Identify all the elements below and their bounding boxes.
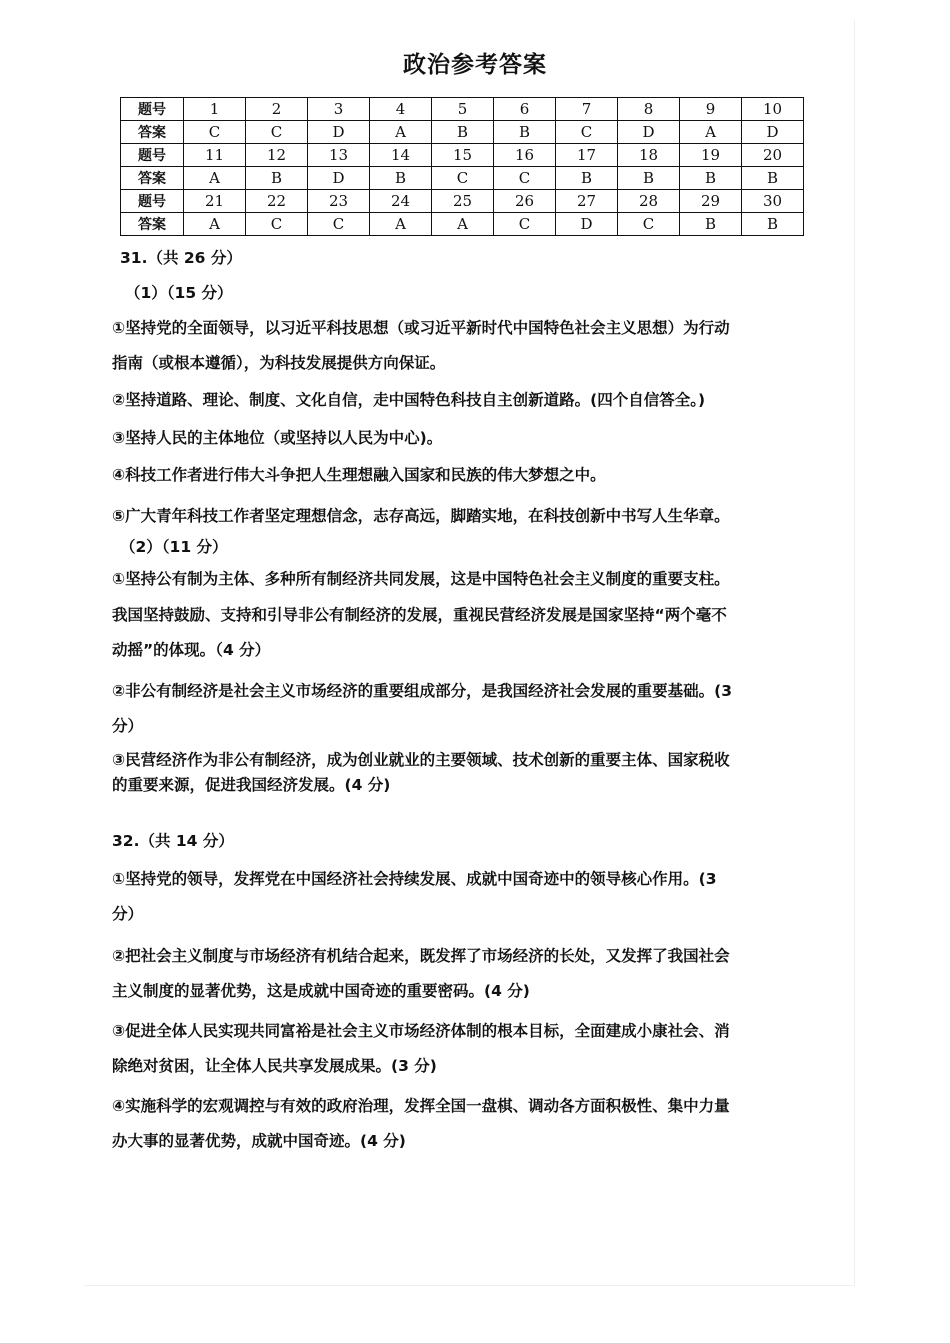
table-cell: 4 <box>370 98 432 121</box>
table-cell: 29 <box>680 190 742 213</box>
table-cell: 12 <box>246 144 308 167</box>
text-line: 32.（共 14 分） <box>112 832 234 850</box>
text-line: （2）（11 分） <box>120 538 228 556</box>
table-cell: A <box>370 121 432 144</box>
table-cell: C <box>184 121 246 144</box>
table-cell: B <box>556 167 618 190</box>
table-cell: 3 <box>308 98 370 121</box>
table-cell: 8 <box>618 98 680 121</box>
table-cell: C <box>308 213 370 236</box>
table-cell: C <box>494 213 556 236</box>
text-line: ①坚持公有制为主体、多种所有制经济共同发展，这是中国特色社会主义制度的重要支柱。 <box>112 570 730 588</box>
table-cell: 17 <box>556 144 618 167</box>
table-cell: 2 <box>246 98 308 121</box>
table-cell: B <box>742 213 804 236</box>
table-row <box>121 144 804 167</box>
table-cell: 19 <box>680 144 742 167</box>
table-cell: A <box>184 167 246 190</box>
text-line: 除绝对贫困，让全体人民共享发展成果。(3 分) <box>112 1057 437 1075</box>
table-row <box>121 167 804 190</box>
row-label: 答案 <box>121 167 184 190</box>
table-cell: B <box>432 121 494 144</box>
table-cell: 22 <box>246 190 308 213</box>
text-line: ②把社会主义制度与市场经济有机结合起来，既发挥了市场经济的长处，又发挥了我国社会 <box>112 947 730 965</box>
table-cell: B <box>680 213 742 236</box>
table-cell: 26 <box>494 190 556 213</box>
table-cell: 30 <box>742 190 804 213</box>
table-cell: 11 <box>184 144 246 167</box>
text-line: ③促进全体人民实现共同富裕是社会主义市场经济体制的根本目标，全面建成小康社会、消 <box>112 1022 730 1040</box>
text-line: 主义制度的显著优势，这是成就中国奇迹的重要密码。(4 分) <box>112 982 530 1000</box>
text-line: ④实施科学的宏观调控与有效的政府治理，发挥全国一盘棋、调动各方面积极性、集中力量 <box>112 1097 730 1115</box>
text-line: 31.（共 26 分） <box>120 249 242 267</box>
text-line: 办大事的显著优势，成就中国奇迹。(4 分) <box>112 1132 406 1150</box>
table-cell: A <box>680 121 742 144</box>
table-cell: 15 <box>432 144 494 167</box>
table-cell: 5 <box>432 98 494 121</box>
text-line: ①坚持党的全面领导，以习近平科技思想（或习近平新时代中国特色社会主义思想）为行动 <box>112 319 730 337</box>
text-line: ④科技工作者进行伟大斗争把人生理想融入国家和民族的伟大梦想之中。 <box>112 466 606 484</box>
table-cell: D <box>742 121 804 144</box>
text-line: （1）（15 分） <box>125 284 233 302</box>
table-cell: D <box>556 213 618 236</box>
table-cell: 20 <box>742 144 804 167</box>
table-cell: 7 <box>556 98 618 121</box>
table-cell: C <box>494 167 556 190</box>
table-cell: B <box>494 121 556 144</box>
table-cell: 6 <box>494 98 556 121</box>
text-line: ③坚持人民的主体地位（或坚持以人民为中心)。 <box>112 429 443 447</box>
table-cell: 10 <box>742 98 804 121</box>
row-label: 答案 <box>121 213 184 236</box>
table-row <box>121 121 804 144</box>
text-line: 分） <box>112 905 144 923</box>
table-cell: A <box>184 213 246 236</box>
text-line: ①坚持党的领导，发挥党在中国经济社会持续发展、成就中国奇迹中的领导核心作用。(3 <box>112 870 717 888</box>
table-cell: C <box>246 213 308 236</box>
text-line: ③民营经济作为非公有制经济，成为创业就业的主要领域、技术创新的重要主体、国家税收 <box>112 751 730 769</box>
table-cell: 24 <box>370 190 432 213</box>
row-label: 题号 <box>121 190 184 213</box>
table-cell: B <box>246 167 308 190</box>
table-cell: 27 <box>556 190 618 213</box>
text-line: ⑤广大青年科技工作者坚定理想信念，志存高远，脚踏实地，在科技创新中书写人生华章。 <box>112 507 730 525</box>
text-line: 动摇”的体现。（4 分） <box>112 641 271 659</box>
table-cell: B <box>370 167 432 190</box>
table-cell: D <box>308 167 370 190</box>
table-cell: 14 <box>370 144 432 167</box>
table-cell: D <box>618 121 680 144</box>
table-cell: 23 <box>308 190 370 213</box>
text-line: 的重要来源，促进我国经济发展。(4 分) <box>112 776 391 794</box>
row-label: 题号 <box>121 144 184 167</box>
table-cell: B <box>680 167 742 190</box>
table-cell: D <box>308 121 370 144</box>
table-cell: A <box>370 213 432 236</box>
table-cell: B <box>618 167 680 190</box>
table-cell: 25 <box>432 190 494 213</box>
table-row <box>121 190 804 213</box>
table-cell: C <box>618 213 680 236</box>
text-line: 指南（或根本遵循），为科技发展提供方向保证。 <box>112 354 446 372</box>
table-row <box>121 213 804 236</box>
text-line: ②非公有制经济是社会主义市场经济的重要组成部分，是我国经济社会发展的重要基础。(3 <box>112 682 732 700</box>
row-label: 题号 <box>121 98 184 121</box>
table-cell: 16 <box>494 144 556 167</box>
table-cell: 1 <box>184 98 246 121</box>
text-line: 我国坚持鼓励、支持和引导非公有制经济的发展，重视民营经济发展是国家坚持“两个毫不 <box>112 606 727 624</box>
table-cell: C <box>432 167 494 190</box>
table-cell: A <box>432 213 494 236</box>
table-cell: 9 <box>680 98 742 121</box>
table-row <box>121 98 804 121</box>
table-cell: B <box>742 167 804 190</box>
row-label: 答案 <box>121 121 184 144</box>
table-cell: 28 <box>618 190 680 213</box>
table-cell: C <box>556 121 618 144</box>
text-line: 分） <box>112 717 144 735</box>
table-cell: 21 <box>184 190 246 213</box>
text-line: ②坚持道路、理论、制度、文化自信，走中国特色科技自主创新道路。(四个自信答全。) <box>112 391 706 409</box>
answer-table <box>120 97 804 236</box>
table-cell: 13 <box>308 144 370 167</box>
page-title: 政治参考答案 <box>403 52 547 78</box>
table-cell: 18 <box>618 144 680 167</box>
table-cell: C <box>246 121 308 144</box>
